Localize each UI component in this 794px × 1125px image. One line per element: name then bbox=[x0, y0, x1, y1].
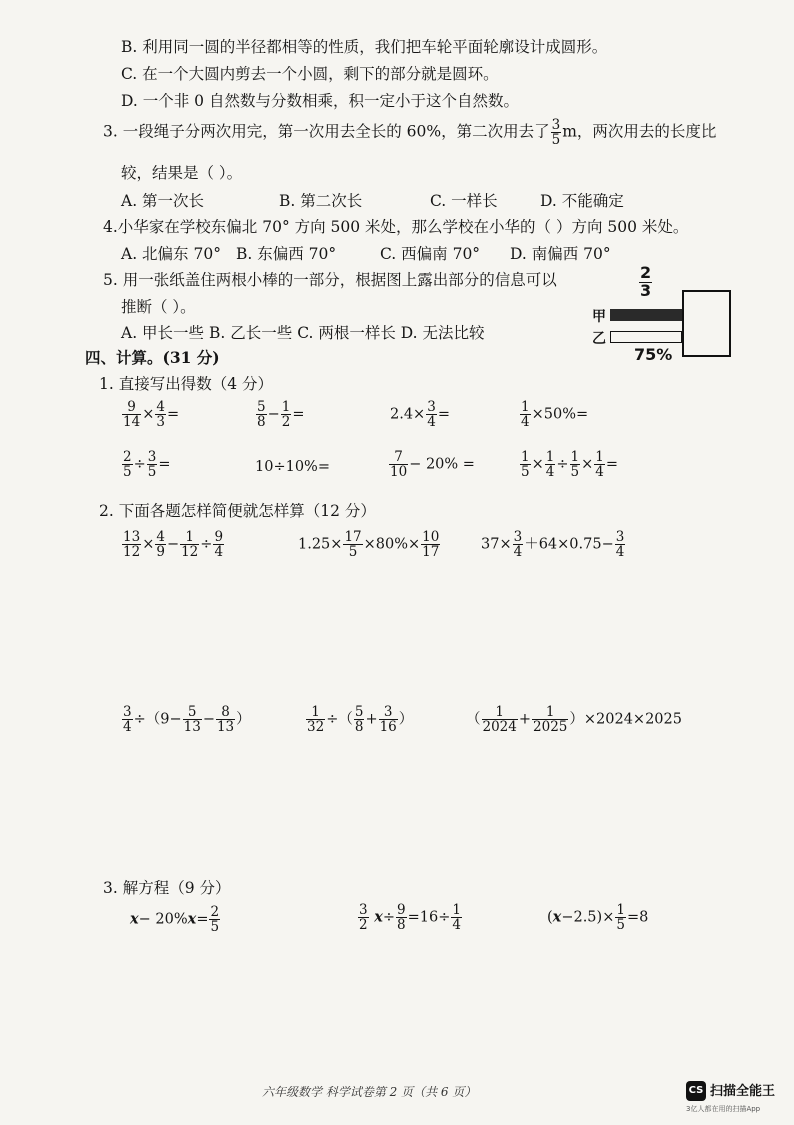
q3-option-c: C. 一样长 bbox=[430, 192, 498, 210]
q4-stem: 4.小华家在学校东偏北 70° 方向 500 米处，那么学校在小华的（ ）方向 500 米处。 bbox=[103, 218, 689, 236]
label-yi: 乙 bbox=[592, 331, 606, 347]
s1-title: 1. 直接写出得数（4 分） bbox=[99, 375, 274, 393]
page-footer: 六年级数学 科学试卷第 2 页（共 6 页） bbox=[262, 1085, 477, 1099]
s2-problem-5: $\frac{1}{32}$ ÷（ $\frac{5}{8}$ + $\frac{3}{16}$ ） bbox=[307, 704, 414, 736]
section-title-calc: 四、计算。(31 分) bbox=[85, 348, 220, 367]
q2-option-d: D. 一个非 0 自然数与分数相乘，积一定小于这个自然数。 bbox=[121, 92, 519, 110]
s1-r2c1: $\frac{2}{5}$ ÷ $\frac{3}{5}$ = bbox=[123, 449, 171, 481]
yi-percent-label: 75% bbox=[634, 345, 673, 364]
s1-r1c2: $\frac{5}{8}$ − $\frac{1}{2}$ = bbox=[257, 399, 305, 431]
s2-problem-6: （ $\frac{1}{2024}$ + $\frac{1}{2025}$ ）×2024×2025 bbox=[466, 704, 682, 736]
s2-problem-1: $\frac{13}{12}$ × $\frac{4}{9}$ − $\frac{1}{12}$ ÷ $\frac{9}{4}$ bbox=[123, 529, 224, 561]
s3-equation-2: $\frac{3}{2}$ x÷ $\frac{9}{8}$ =16÷ $\frac{1}{4}$ bbox=[359, 902, 461, 934]
s1-r2c3: $\frac{7}{10}$ − 20% = bbox=[390, 449, 475, 481]
scanner-app-name: 扫描全能王 bbox=[710, 1084, 776, 1099]
s1-r2c2: 10÷10%= bbox=[255, 459, 330, 475]
jia-fraction-label: $\frac{2}{3}$ bbox=[640, 263, 652, 300]
q3-option-b: B. 第二次长 bbox=[279, 192, 363, 210]
q4-option-c: C. 西偏南 70° bbox=[380, 245, 481, 263]
q5-stem-cont: 推断（ ）。 bbox=[121, 298, 196, 316]
q3-option-a: A. 第一次长 bbox=[121, 192, 205, 210]
cover-paper bbox=[682, 290, 731, 357]
q4-option-a: A. 北偏东 70° bbox=[121, 245, 221, 263]
s3-equation-1: x− 20%x= $\frac{2}{5}$ bbox=[130, 904, 220, 936]
q3-stem-cont: 较，结果是（ ）。 bbox=[121, 164, 243, 182]
q4-option-b: B. 东偏西 70° bbox=[236, 245, 337, 263]
s1-r1c4: $\frac{1}{4}$ ×50%= bbox=[521, 399, 589, 431]
label-jia: 甲 bbox=[592, 309, 606, 325]
q3-stem: 3. 一段绳子分两次用完，第一次用去全长的 60%，第二次用去了 $\frac{3}{5}$ m，两次用去的长度比 bbox=[103, 117, 717, 149]
q2-option-c: C. 在一个大圆内剪去一个小圆，剩下的部分就是圆环。 bbox=[121, 65, 499, 83]
s3-title: 3. 解方程（9 分） bbox=[103, 879, 231, 897]
q3-fraction: $\frac{3}{5}$ bbox=[551, 117, 561, 149]
q5-stem: 5. 用一张纸盖住两根小棒的一部分，根据图上露出部分的信息可以 bbox=[103, 271, 557, 289]
s2-problem-3: 37× $\frac{3}{4}$ ＋64×0.75− $\frac{3}{4}$ bbox=[481, 529, 625, 561]
q2-option-b: B. 利用同一圆的半径都相等的性质，我们把车轮平面轮廓设计成圆形。 bbox=[121, 38, 608, 56]
stick-yi bbox=[610, 331, 682, 343]
s2-problem-4: $\frac{3}{4}$ ÷（9− $\frac{5}{13}$ − $\frac{8}{13}$ ） bbox=[123, 704, 251, 736]
stick-jia bbox=[610, 309, 682, 321]
q4-option-d: D. 南偏西 70° bbox=[510, 245, 611, 263]
s1-r1c3: 2.4× $\frac{3}{4}$ = bbox=[390, 399, 450, 431]
s2-problem-2: 1.25× $\frac{17}{5}$ ×80%× $\frac{10}{17}$ bbox=[298, 529, 440, 561]
s1-r2c4: $\frac{1}{5}$ × $\frac{1}{4}$ ÷ $\frac{1}{5}$ × $\frac{1}{4}$ = bbox=[521, 449, 618, 481]
s2-title: 2. 下面各题怎样简便就怎样算（12 分） bbox=[99, 502, 376, 520]
scanner-app-tagline: 3亿人都在用的扫描App bbox=[686, 1105, 761, 1113]
q3-option-d: D. 不能确定 bbox=[540, 192, 624, 210]
scanner-logo-icon: CS bbox=[686, 1081, 706, 1101]
s1-r1c1: $\frac{9}{14}$ × $\frac{4}{3}$ = bbox=[123, 399, 180, 431]
sticks-figure bbox=[590, 265, 730, 375]
s3-equation-3: (x−2.5)× $\frac{1}{5}$ =8 bbox=[547, 902, 649, 934]
q5-options: A. 甲长一些 B. 乙长一些 C. 两根一样长 D. 无法比较 bbox=[121, 324, 485, 342]
